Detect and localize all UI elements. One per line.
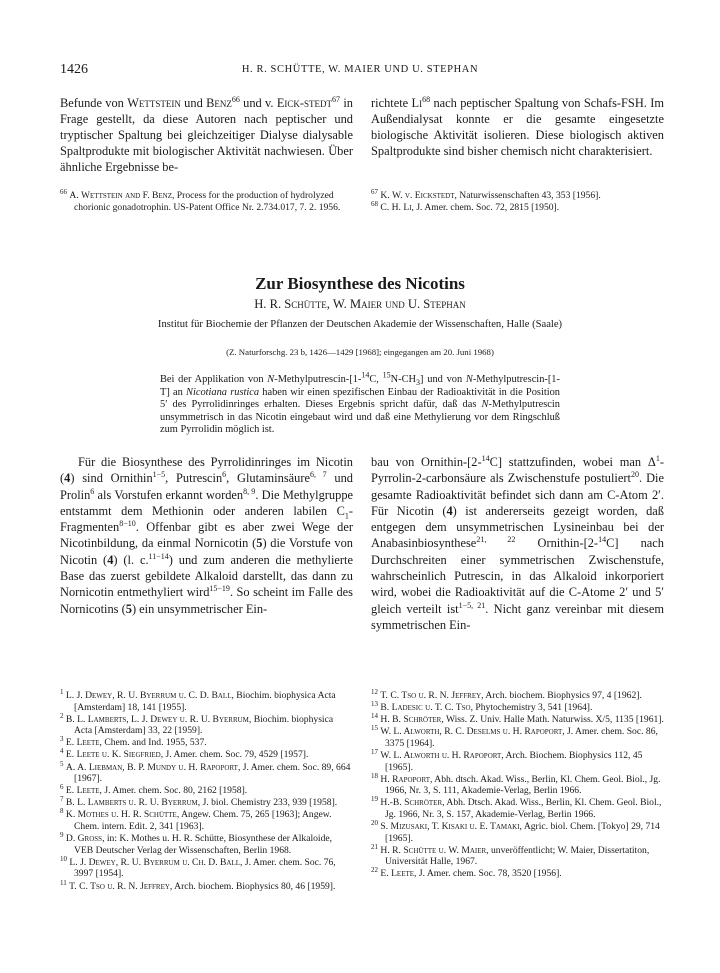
top-right-paragraph: richtete Li$^{68}$ nach peptischer Spaltung von Schafs-FSH. Im Außendialysat konnte er die gesamte eingesetzte biologische Aktivität isolieren. Diese biologisch aktiven Spaltprodukte sind bisher chemisch nicht charakterisiert. xyxy=(371,94,664,158)
footnote-item xyxy=(371,747,664,773)
footnote-text: Arch. biochem. Biophysics 80, 46 [1959]. xyxy=(172,880,336,892)
footnote-number: 8 xyxy=(60,807,64,816)
footnote-number: 6 xyxy=(60,783,64,792)
footnote-text: Biochim. biophysica Acta [Amsterdam] 33, 22 [1959]. xyxy=(74,713,334,737)
footnote-author: E. Leete u. K. Siegfried, xyxy=(65,749,164,761)
article-authors: H. R. Schütte, W. Maier und U. Stephan xyxy=(254,297,466,311)
footnote-item xyxy=(371,199,664,214)
footnote-author: C. H. Li, xyxy=(380,202,414,214)
footnote-item xyxy=(371,771,664,797)
footnote-number: 10 xyxy=(60,854,67,863)
footnote-author: H. Rapoport, xyxy=(380,773,433,785)
footnote-text: Chem. and Ind. 1955, 537. xyxy=(101,737,207,749)
footnote-author: D. Gross, xyxy=(65,833,105,845)
footnote-number: 19 xyxy=(371,795,378,804)
footnote-text: J. Amer. chem. Soc. 86, 3375 [1964]. xyxy=(385,726,658,749)
footnote-text: J. Amer. chem. Soc. 78, 3520 [1956]. xyxy=(416,868,562,880)
footnote-author: L. J. Dewey, R. U. Byerrum u. Ch. D. Ball, xyxy=(69,856,243,868)
footnote-number: 20 xyxy=(371,818,378,827)
footnote-item xyxy=(60,785,353,797)
footnote-number: 11 xyxy=(60,878,67,887)
footnote-item xyxy=(60,878,353,893)
top-footnotes-left xyxy=(60,187,353,214)
footnote-item xyxy=(60,830,353,856)
footnote-text: Process for the production of hydrolyzed chorionic gonadotrophin. US-Patent Office Nr. 2.734.017, 7. 2. 1956. xyxy=(74,190,341,213)
footnote-number: 1 xyxy=(60,687,64,696)
footnote-number: 22 xyxy=(371,866,378,875)
footnote-text: J. Amer. chem. Soc. 79, 4529 [1957]. xyxy=(163,749,309,761)
footnote-item xyxy=(371,868,664,880)
footnote-author: H.-B. Schröter, xyxy=(380,797,445,809)
footnote-number: 21 xyxy=(371,842,378,851)
footnote-item xyxy=(371,726,664,749)
footnote-item xyxy=(371,818,664,844)
footnote-author: T. C. Tso u. R. N. Jeffrey, xyxy=(69,880,173,892)
footnote-author: E. Leete, xyxy=(65,737,102,749)
footnote-author: E. Leete, xyxy=(380,868,417,880)
footnote-author: A. A. Liebman, B. P. Mundy u. H. Rapoport, xyxy=(65,761,241,773)
footnote-author: B. Ladesic u. T. C. Tso, xyxy=(380,702,473,714)
footnote-text: Naturwissenschaften 43, 353 [1956]. xyxy=(456,190,601,201)
top-left-paragraph: Befunde von Wettstein und Benz$^{66}$ und v. Eick-stedt$^{67}$ in Frage gestellt, da diese Autoren nach peptischer und tryptischer Spaltung bei gleichzeitiger Dialyse dialysable Spaltprodukte mit biologischer Aktivität nachwiesen. Über ähnliche Ergebnisse be- xyxy=(60,94,353,174)
footnote-item xyxy=(60,187,353,213)
article-citation: (Z. Naturforschg. 23 b, 1426—1429 [1968]; eingegangen am 20. Juni 1968) xyxy=(226,347,494,357)
running-title: H. R. SCHÜTTE, W. MAIER UND U. STEPHAN xyxy=(241,64,479,75)
footnote-number: 2 xyxy=(60,711,64,720)
footnote-text: Arch. biochem. Biophysics 97, 4 [1962]. xyxy=(483,690,642,701)
page-number: 1426 xyxy=(60,62,88,77)
footnote-text: Arch. Biochem. Biophysics 112, 45 [1965]. xyxy=(385,749,643,773)
footnote-author: K. W. v. Eickstedt, xyxy=(380,190,457,201)
footnote-text: Abh. dtsch. Akad. Wiss., Berlin, Kl. Chem. Geol. Biol., Jg. 1966, Nr. 3, S. 111, Akademie-Verlag, Berlin 1966. xyxy=(385,773,661,797)
footnote-number: 13 xyxy=(371,699,378,708)
footnote-author: H. B. Schröter, xyxy=(380,714,444,726)
footnotes-left xyxy=(60,687,353,893)
footnote-item xyxy=(60,854,353,880)
footnote-number: 9 xyxy=(60,830,64,839)
footnote-item xyxy=(371,797,664,820)
footnote-item xyxy=(60,711,353,737)
top-footnotes-right xyxy=(371,187,664,214)
footnote-item xyxy=(60,759,353,785)
footnote-number: 68 xyxy=(371,199,378,208)
footnote-text: Biochim. biophysica Acta [Amsterdam] 18, 141 [1955]. xyxy=(74,690,336,713)
footnote-text: J. Amer. chem. Soc. 89, 664 [1967]. xyxy=(74,761,351,785)
footnote-number: 17 xyxy=(371,747,378,756)
footnote-number: 4 xyxy=(60,747,64,756)
footnote-item xyxy=(60,797,353,809)
footnote-text: Phytochemistry 3, 541 [1964]. xyxy=(473,702,593,714)
footnote-number: 3 xyxy=(60,735,64,744)
footnote-author: B. L. Lamberts, L. J. Dewey u. R. U. Byerrum, xyxy=(65,713,252,725)
footnote-number: 14 xyxy=(371,712,378,720)
article-institute: Institut für Biochemie der Pflanzen der Deutschen Akademie der Wissenschaften, Halle (Saale) xyxy=(157,319,563,330)
footnote-text: J. biol. Chemistry 233, 939 [1958]. xyxy=(200,797,338,809)
footnote-text: in: K. Mothes u. H. R. Schütte, Biosynthese der Alkaloide, VEB Deutscher Verlag der Wissenschaften, Berlin 1968. xyxy=(74,833,333,856)
article-title: Zur Biosynthese des Nicotins xyxy=(255,274,465,293)
footnote-text: Angew. Chem. 75, 265 [1963]; Angew. Chem. intern. Edit. 2, 341 [1963]. xyxy=(74,809,332,833)
footnote-author: E. Leete, xyxy=(65,785,102,797)
body-right-column: bau von Ornithin-[2-$^{14}$C] stattzufinden, wobei man $\Delta^1-Pyrrolin-2$-carbonsäure als Zwischenstufe postuliert$^{20}$. Die gesamte Radioaktivität befindet sich dann am C-Atom 2′. Für Nicotin (4) ist andererseits gezeigt worden, daß entgegen dem unsymmetrischen Lysineinbau bei der Anabasinbiosynthese$^{21, 22}$ Ornithin-[2-$^{14}$C] nach Durchschreiten einer symmetrischen Zwischenstufe, wahrscheinlich Putrescin, in das Alkaloid inkorporiert wird, wobei die Radioaktivität auf die C-Atome 2′ und 5′ gleich verteilt ist$^{1-5, 21}$. Nicht ganz vereinbar mit diesem symmetrischen Ein- xyxy=(371,453,664,632)
abstract: Bei der Applikation von N-Methylputrescin-[1-$^{14}$C, $^{15}N-CH_3$] und von N-Methylputrescin-[1-T] an Nicotiana rustica haben wir einen spezifischen Einbau der Radioaktivität in die Position 5′ des Pyrrolidinringes erhalten. Dieses Ergebnis spricht dafür, daß das N-Methylputrescin unsymmetrisch in das Nicotin eingebaut wird und daß eine Methylierung vor dem Ringschluß zum Pyrrolidin möglich ist. xyxy=(160,370,561,436)
footnotes-right xyxy=(371,687,664,881)
footnote-item xyxy=(60,749,353,761)
footnote-item xyxy=(371,842,664,868)
footnote-item xyxy=(371,714,664,726)
footnote-author: B. L. Lamberts u. R. U. Byerrum, xyxy=(65,797,201,809)
footnote-number: 18 xyxy=(371,771,378,780)
footnote-item xyxy=(371,699,664,714)
footnote-author: W. L. Alworth u. H. Rapoport, xyxy=(380,749,504,761)
footnote-item xyxy=(60,687,353,713)
footnote-author: S. Mizusaki, T. Kisaki u. E. Tamaki, xyxy=(380,821,522,833)
footnote-item xyxy=(371,187,664,202)
footnote-author: W. L. Alworth, R. C. Deselms u. H. Rapoport, xyxy=(380,726,565,738)
footnote-text: J. Amer. chem. Soc. 72, 2815 [1950]. xyxy=(413,202,560,214)
footnote-text: J. Amer. chem. Soc. 80, 2162 [1958]. xyxy=(101,785,248,797)
footnote-number: 66 xyxy=(60,187,67,196)
footnote-author: H. R. Schütte u. W. Maier, xyxy=(380,844,489,856)
footnote-number: 7 xyxy=(60,795,64,804)
footnote-author: A. Wettstein and F. Benz, xyxy=(69,190,175,201)
footnote-text: J. Amer. chem. Soc. 76, 3997 [1954]. xyxy=(74,856,336,880)
footnote-item xyxy=(371,687,664,702)
footnote-author: T. C. Tso u. R. N. Jeffrey, xyxy=(380,690,484,701)
footnote-item xyxy=(60,809,353,832)
footnote-text: unveröffentlicht; W. Maier, Dissertatiton, Universität Halle, 1967. xyxy=(385,844,650,868)
footnote-author: K. Mothes u. H. R. Schütte, xyxy=(65,809,180,821)
footnote-text: Wiss. Z. Univ. Halle Math. Naturwiss. X/5, 1135 [1961]. xyxy=(443,714,664,726)
footnote-text: Agric. biol. Chem. [Tokyo] 29, 714 [1965]. xyxy=(385,821,660,844)
footnote-text: Abh. Dtsch. Akad. Wiss., Berlin, Kl. Chem. Geol. Biol., Jg. 1966, Nr. 3, S. 157, Akademie-Verlag, Berlin 1966. xyxy=(385,797,662,820)
footnote-number: 12 xyxy=(371,687,378,696)
footnote-item xyxy=(60,737,353,749)
footnote-number: 5 xyxy=(60,759,64,768)
footnote-number: 15 xyxy=(371,724,378,733)
footnote-author: L. J. Dewey, R. U. Byerrum u. C. D. Ball, xyxy=(65,690,234,701)
footnote-number: 67 xyxy=(371,187,378,196)
body-left-column: Für die Biosynthese des Pyrrolidinringes im Nicotin (4) sind Ornithin$^{1-5}$, Putrescin$^6$, Glutaminsäure$^{6, 7}$ und Prolin$^6$ als Vorstufen erkannt worden$^{8, 9}$. Die Methylgruppe entstammt dem Methionin oder anderen labilen $C_1-Fragmenten^{8-10}$. Offenbar gibt es aber zwei Wege der Nicotinbildung, da einmal Nornicotin (5) die Vorstufe von Nicotin (4) (l. c.$^{11-14}$) und zum anderen die methylierte Base das zuerst gebildete Alkaloid darstellt, das dann zu Nornicotin entmethyliert wird$^{15-19}$. So scheint im Falle des Nornicotins (5) ein unsymmetrischer Ein- xyxy=(60,455,354,616)
